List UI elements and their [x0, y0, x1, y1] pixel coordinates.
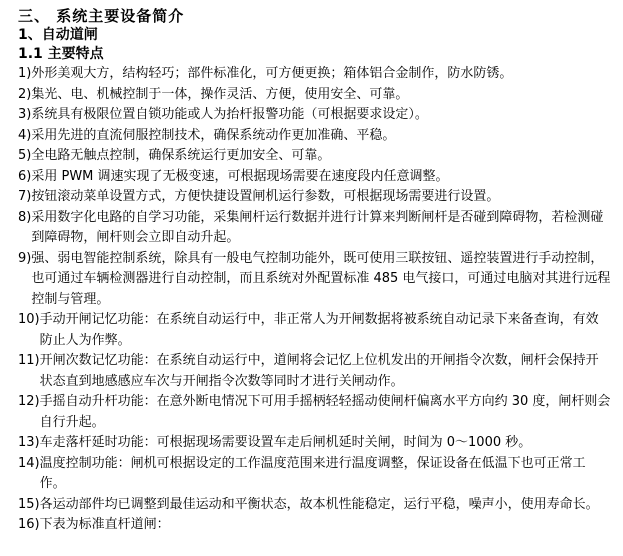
list-item-text: 外形美观大方，结构轻巧；部件标准化，可方便更换；箱体铝合金制作，防水防锈。 [31, 66, 513, 81]
list-item [18, 495, 611, 516]
list-item-text: 强、弱电智能控制系统，除具有一般电气控制功能外，既可使用三联按钮、遥控装置进行手动控制，也可通过车辆检测器进行自动控制，而且系统对外配置标准 485 电气接口，可通过电脑对其进行远程控制与管理。 [31, 250, 611, 307]
list-item [18, 515, 611, 536]
list-item [18, 126, 611, 147]
list-item [18, 310, 611, 351]
list-item [18, 351, 611, 392]
list-item [18, 85, 611, 106]
subsection-title: 1、自动道闸 [18, 27, 98, 43]
list-item [18, 146, 611, 167]
list-item-text: 系统具有极限位置自锁功能或人为抬杆报警功能（可根据要求设定）。 [31, 107, 428, 122]
list-item [18, 208, 611, 249]
list-item-number: 14) [18, 455, 40, 471]
list-item [18, 433, 611, 454]
list-item-text: 手动开闸记忆功能：在系统自动运行中，非正常人为开闸数据将被系统自动记录下来备查询，有效防止人为作弊。 [39, 312, 599, 348]
list-item-number: 2) [18, 86, 32, 102]
list-item [18, 187, 611, 208]
list-item-number: 13) [18, 435, 40, 450]
list-item-text: 温度控制功能：闸机可根据设定的工作温度范围来进行温度调整，保证设备在低温下也可正常工作。 [39, 455, 586, 491]
subsubsection-title: 1.1 主要特点 [18, 46, 104, 62]
list-item-number: 6) [18, 168, 32, 184]
list-item-text: 采用数字化电路的自学习功能，采集闸杆运行数据并进行计算来判断闸杆是否碰到障碍物，若检测碰到障碍物，闸杆则会立即自动升起。 [31, 209, 604, 245]
section-title: 三、 系统主要设备简介 [18, 7, 185, 25]
list-item [18, 392, 611, 433]
list-item-number: 4) [18, 127, 32, 143]
list-item-text: 各运动部件均已调整到最佳运动和平衡状态，故本机性能稳定，运行平稳，噪声小，使用寿命长。 [39, 496, 599, 512]
list-item-number: 10) [18, 312, 40, 327]
list-item-text: 手摇自动升杆功能：在意外断电情况下可用手摇柄轻轻摇动使闸杆偏离水平方向约 30 度，闸杆则会自行升起。 [39, 394, 611, 430]
list-item [18, 167, 611, 188]
list-item-number: 16) [18, 517, 40, 532]
list-item [18, 64, 611, 85]
list-item-number: 5) [18, 148, 32, 163]
list-item-text: 集光、电、机械控制于一体，操作灵活、方便，使用安全、可靠。 [31, 86, 409, 102]
list-item [18, 454, 611, 495]
list-item [18, 105, 611, 126]
feature-list [18, 64, 611, 536]
list-item-number: 11) [18, 353, 40, 368]
list-item-text: 采用先进的直流伺服控制技术，确保系统动作更加准确、平稳。 [31, 127, 396, 143]
list-item-number: 15) [18, 496, 40, 512]
list-item-number: 1) [18, 66, 32, 81]
list-item-number: 12) [18, 394, 40, 409]
list-item-text: 开闸次数记忆功能：在系统自动运行中，道闸将会记忆上位机发出的开闸指令次数，闸杆会保持开状态直到地感感应车次与开闸指令次数等同时才进行关闸动作。 [39, 353, 599, 389]
list-item-number: 8) [18, 209, 32, 225]
list-item [18, 249, 611, 311]
list-item-number: 7) [18, 189, 32, 204]
list-item-text: 按钮滚动菜单设置方式，方便快捷设置闸机运行参数，可根据现场需要进行设置。 [31, 189, 500, 204]
list-item-text: 全电路无触点控制，确保系统运行更加安全、可靠。 [31, 148, 331, 163]
list-item-text: 车走落杆延时功能：可根据现场需要设置车走后闸机延时关闸，时间为 0～1000 秒。 [39, 435, 532, 450]
list-item-number: 9) [18, 250, 32, 266]
list-item-text: 采用 PWM 调速实现了无极变速，可根据现场需要在速度段内任意调整。 [31, 168, 449, 184]
list-item-number: 3) [18, 107, 32, 122]
list-item-text: 下表为标准直杆道闸： [39, 517, 170, 532]
